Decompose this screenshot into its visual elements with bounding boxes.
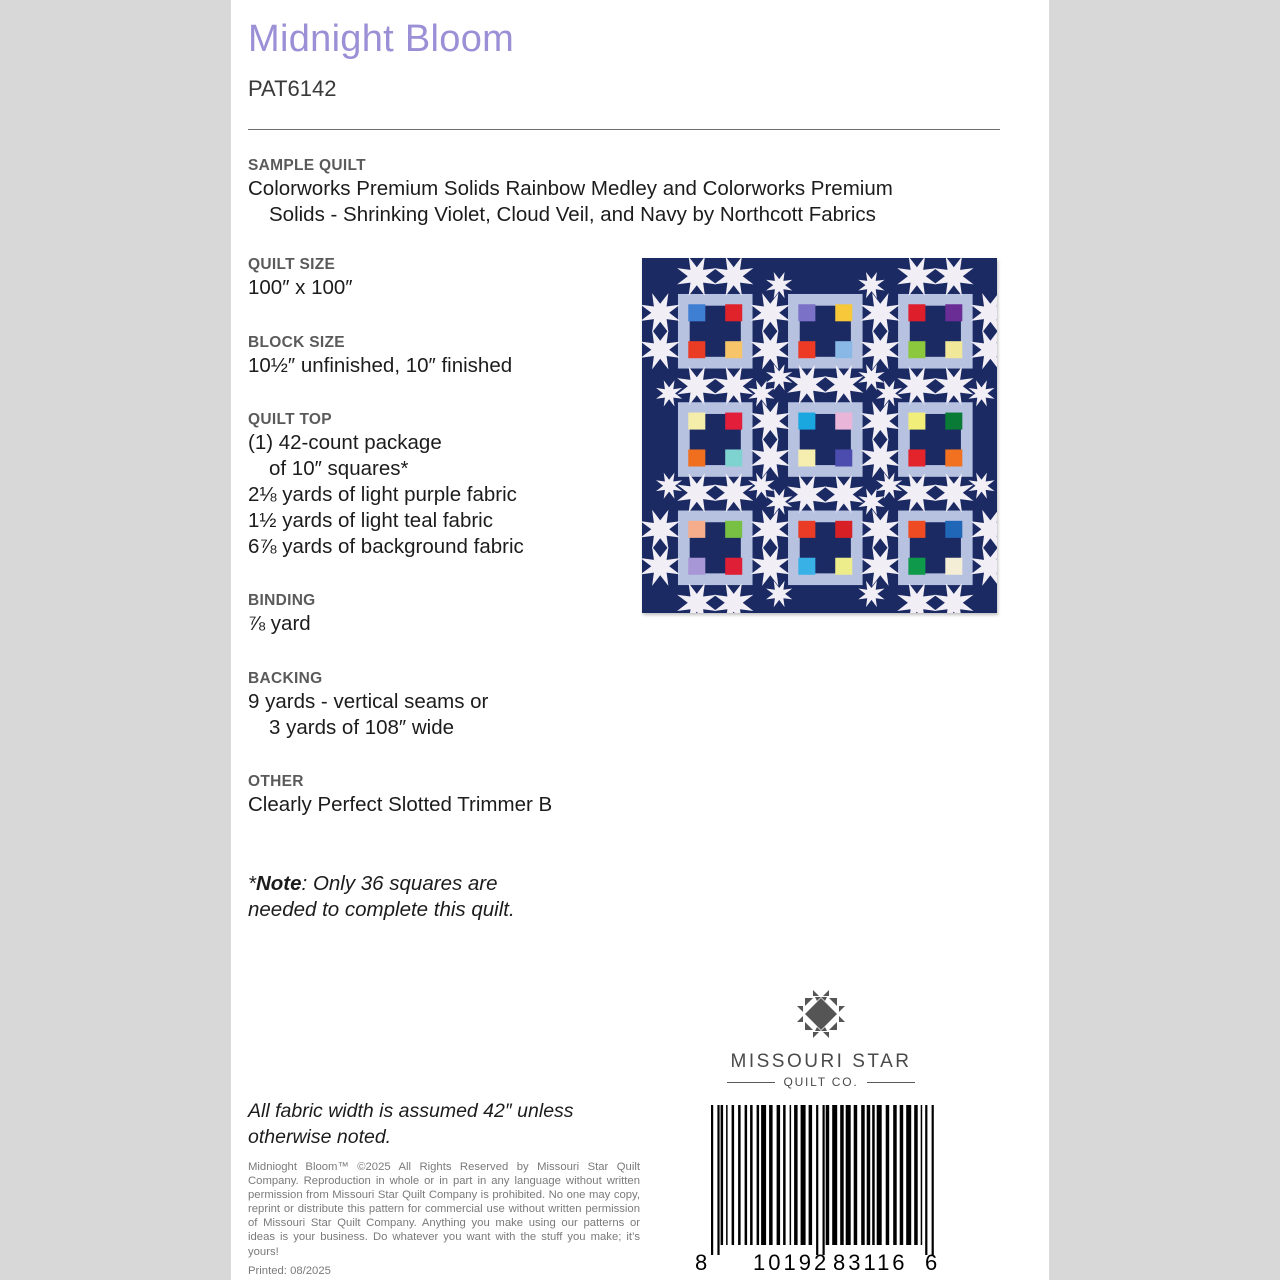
section-value: ⅞ yard	[248, 612, 311, 635]
section-value	[248, 176, 893, 228]
divider	[867, 1082, 915, 1083]
copyright-notice: Midnioght Bloom™ ©2025 All Rights Reserved by Missouri Star Quilt Company. Reproduction in whole or in part in any language without written permission from Missouri Star Quilt Company is prohibited. No one may copy, reprint or distribute this pattern for commercial use without written permission of Missouri Star Quilt Company. Anything you make using our patterns or ideas is your business. Do whatever you want with the stuff you make; it’s yours!	[248, 1161, 640, 1258]
value-line: 3 yards of 108″ wide	[269, 716, 455, 739]
upc-barcode	[693, 1105, 953, 1275]
section-sample-quilt	[248, 156, 893, 228]
section-backing	[248, 669, 488, 741]
fabric-width-note: All fabric width is assumed 42″ unless otherwise noted.	[248, 1100, 574, 1148]
logo-name: MISSOURI STAR	[730, 1051, 912, 1072]
section-value	[248, 430, 524, 560]
value-line: (1) 42-count package	[248, 431, 442, 454]
section-other	[248, 772, 552, 818]
svg-text:8: 8	[695, 1250, 711, 1275]
note-text: needed to complete this quilt.	[248, 898, 515, 921]
note-asterisk: *	[248, 872, 256, 895]
sample-quilt-image	[642, 258, 997, 613]
logo-subtitle	[711, 1075, 931, 1089]
section-quilt-top	[248, 410, 524, 560]
note-text: : Only 36 squares are	[301, 872, 498, 895]
logo-sub-text: QUILT CO.	[783, 1075, 859, 1089]
section-value	[248, 689, 488, 741]
section-quilt-size	[248, 255, 353, 301]
value-line: 9 yards - vertical seams or	[248, 690, 489, 713]
value-line: 2⅛ yards of light purple fabric	[248, 483, 517, 506]
value-line: Colorworks Premium Solids Rainbow Medley and Colorworks Premium	[248, 177, 893, 200]
value-line: 6⅞ yards of background fabric	[248, 535, 524, 558]
section-label: QUILT TOP	[248, 411, 332, 428]
note-bold: Note	[255, 872, 302, 895]
divider	[248, 129, 1000, 130]
section-value: 10½″ unfinished, 10″ finished	[248, 354, 513, 377]
missouri-star-logo	[711, 986, 931, 1089]
section-label: QUILT SIZE	[248, 256, 336, 273]
section-label: OTHER	[248, 773, 304, 790]
pattern-title: Midnight Bloom	[248, 18, 515, 60]
value-line: of 10″ squares*	[269, 457, 409, 480]
section-value: Clearly Perfect Slotted Trimmer B	[248, 793, 553, 816]
section-label: BINDING	[248, 592, 316, 609]
pattern-back-cover	[231, 0, 1049, 1280]
star-quilt-block-icon	[793, 986, 849, 1042]
section-label: BLOCK SIZE	[248, 334, 345, 351]
section-block-size	[248, 333, 512, 379]
section-label: BACKING	[248, 670, 323, 687]
section-value: 100″ x 100″	[248, 276, 353, 299]
svg-text:10192: 10192	[753, 1250, 830, 1275]
value-line: Solids - Shrinking Violet, Cloud Veil, and Navy by Northcott Fabrics	[269, 203, 876, 226]
printed-date: Printed: 08/2025	[248, 1265, 331, 1277]
svg-text:83116: 83116	[833, 1250, 908, 1275]
svg-text:6: 6	[925, 1250, 941, 1275]
pattern-code: PAT6142	[248, 76, 337, 101]
value-line: 1½ yards of light teal fabric	[248, 509, 493, 532]
section-label: SAMPLE QUILT	[248, 157, 366, 174]
squares-note	[248, 871, 515, 923]
divider	[727, 1082, 775, 1083]
section-binding	[248, 591, 316, 637]
